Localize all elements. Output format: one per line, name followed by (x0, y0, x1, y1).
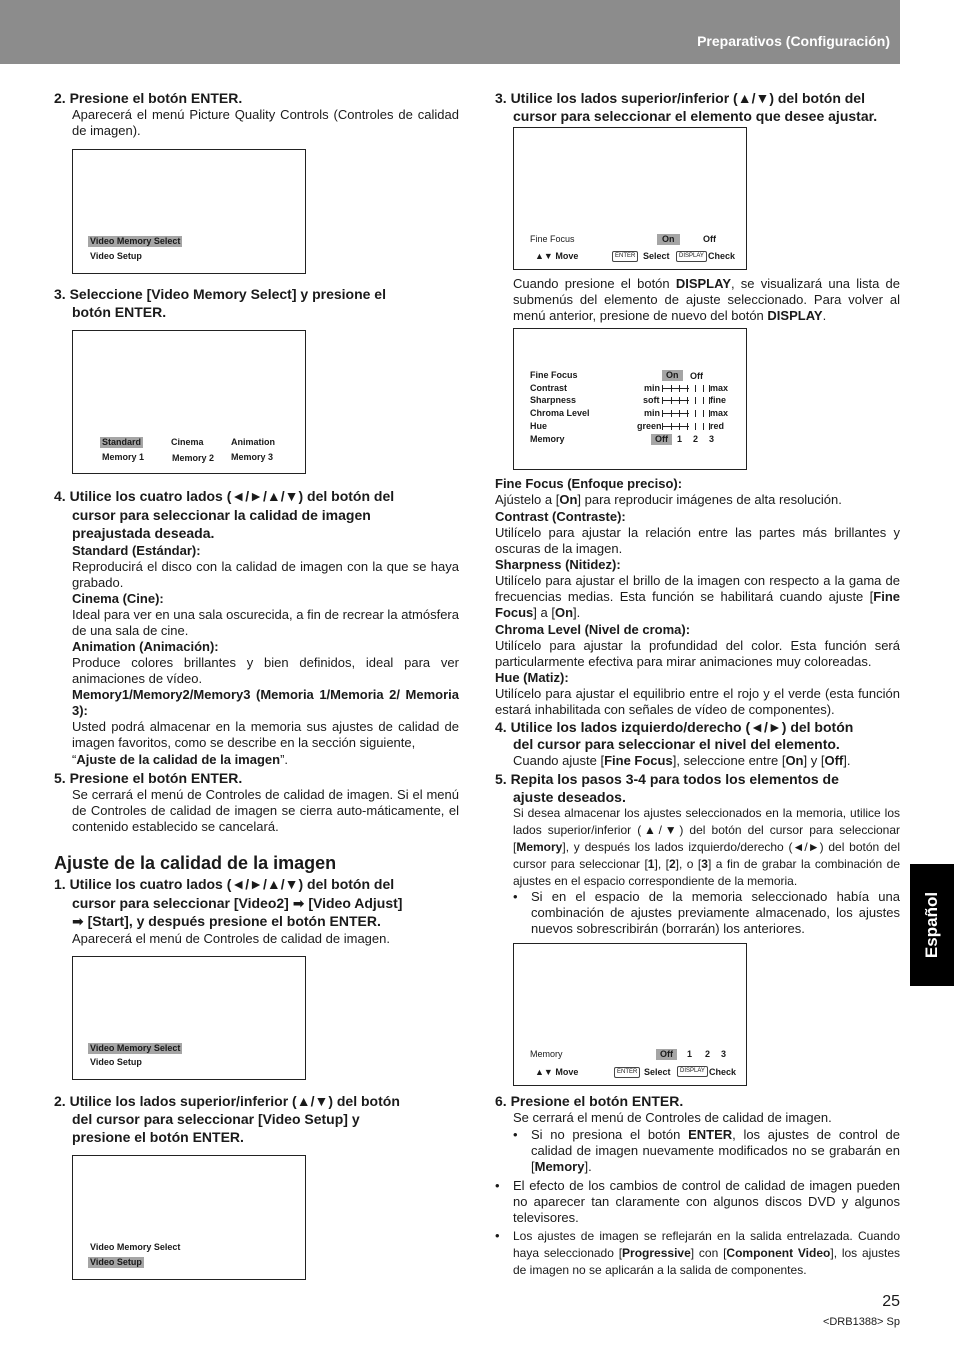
osd-chroma-max: max (710, 408, 729, 418)
sharpness-title: Sharpness (Nitidez): (495, 557, 621, 572)
sharpness-desc-ff: Fine Focus (495, 589, 900, 620)
up-down-arrows-icon: ▲▼ (535, 251, 553, 261)
note-2-2: ] con [ (690, 1246, 727, 1260)
r4-text-ff: Fine Focus (604, 753, 673, 768)
r5-heading-b: ajuste deseados. (513, 789, 626, 805)
note-2-progressive: Progressive (622, 1246, 691, 1260)
contrast-scale (662, 385, 710, 392)
r3-display-2: DISPLAY (767, 308, 823, 323)
r6-bullet-2: , los ajustes de control de calidad de imagen nuevamente modificados no se grabarán en [ (531, 1127, 900, 1174)
step-5-heading: 5. Presione el botón ENTER. (54, 770, 243, 786)
osd-screen-7 (513, 943, 747, 1086)
page-header (0, 0, 900, 64)
step-2-text: Aparecerá el menú Picture Quality Controls (Controles de calidad de imagen). (72, 107, 459, 138)
step-2-heading: 2. Presione el botón ENTER. (54, 90, 243, 106)
osd-screen-2 (72, 330, 306, 474)
note-2-component: Component Video (726, 1246, 831, 1260)
osd-hue-red: red (710, 421, 725, 431)
osd-memory: Memory (530, 1049, 563, 1059)
hue-desc: Utilícelo para ajustar el equilibrio entre el rojo y el verde (esta función estará inhabilitada con señales de vídeo de componentes). (495, 686, 900, 717)
up-down-arrows-icon: ▲▼ (535, 1067, 553, 1077)
osd-memory-3: 3 (709, 434, 715, 444)
note-1-text: El efecto de los cambios de control de calidad de imagen pueden no aparecer tan claramente con algunos discos DVD y algunos televisores. (513, 1178, 900, 1225)
osd-select-label: Select (644, 1067, 671, 1077)
osd-video-setup: Video Setup (90, 1057, 142, 1067)
osd-memory-1: Memory 1 (102, 452, 145, 462)
osd-ff-on: On (662, 370, 683, 381)
hue-title: Hue (Matiz): (495, 670, 569, 685)
osd-sharpness-fine: fine (710, 395, 727, 405)
r3-text-2: , se visualizará una lista de submenús del elemento de ajuste seleccionado. Para volver al menú anterior, presione de nuevo del botón (513, 276, 900, 323)
r6-bullet-memory: Memory (534, 1159, 585, 1174)
r3-display-1: DISPLAY (675, 276, 731, 291)
quote-close: ”. (280, 752, 289, 767)
step-4-heading-b: cursor para seleccionar la calidad de imagen (72, 507, 371, 523)
osd-sharpness-soft: soft (643, 395, 660, 405)
standard-title: Standard (Estándar): (72, 543, 201, 558)
r5-slot-3: 3 (701, 857, 708, 871)
osd-memory-3: 3 (721, 1049, 727, 1059)
enter-key-icon: ENTER (612, 251, 638, 262)
osd-screen-5 (513, 127, 747, 270)
osd-screen-3 (72, 956, 306, 1080)
osd-move-hint (535, 1067, 578, 1078)
standard-desc: Reproducirá el disco con la calidad de imagen con la que se haya grabado. (72, 559, 459, 590)
osd-chroma-level: Chroma Level (530, 408, 590, 418)
quote-open: “ (72, 752, 77, 767)
b2-heading-c: presione el botón ENTER. (72, 1129, 244, 1145)
ff-desc (495, 492, 900, 508)
chroma-scale (662, 410, 710, 417)
section-reference: Ajuste de la calidad de la imagen (76, 752, 281, 767)
b2-heading-b: del cursor para seleccionar [Video Setup] y (72, 1111, 360, 1127)
note-2-text (513, 1228, 900, 1279)
sharpness-desc-on: On (554, 605, 574, 620)
page-number: 25 (882, 1293, 900, 1310)
chroma-desc: Utilícelo para ajustar la profundidad del color. Esta función será particularmente efectiva para mirar animaciones muy coloreadas. (495, 638, 900, 669)
osd-chroma-min: min (644, 408, 661, 418)
r3-text-3: . (822, 308, 827, 323)
osd-video-memory-select: Video Memory Select (90, 236, 181, 246)
r3-heading-a: 3. Utilice los lados superior/inferior (▲/▼) del botón del (495, 90, 865, 106)
r5-memory: Memory (516, 840, 563, 854)
osd-memory-3: Memory 3 (231, 452, 274, 462)
r4-heading-a: 4. Utilice los lados izquierdo/derecho (◄/►) del botón (495, 719, 854, 735)
r6-heading: 6. Presione el botón ENTER. (495, 1093, 684, 1109)
animation-desc: Produce colores brillantes y bien definidos, ideal para ver animaciones de vídeo. (72, 655, 459, 686)
osd-on: On (657, 234, 680, 245)
r6-text: Se cerrará el menú de Controles de calidad de imagen. (513, 1110, 832, 1125)
r4-text-4: ]. (843, 753, 851, 768)
osd-off: Off (703, 234, 716, 244)
display-key-icon: DISPLAY (677, 1066, 708, 1077)
r6-bullet-enter: ENTER (688, 1127, 733, 1142)
r5-heading-a: 5. Repita los pasos 3-4 para todos los elementos de (495, 771, 839, 787)
osd-memory-1: 1 (687, 1049, 693, 1059)
osd-video-memory-select: Video Memory Select (90, 1242, 181, 1252)
osd-memory-2: Memory 2 (172, 453, 215, 463)
b1-text: Aparecerá el menú de Controles de calidad de imagen. (72, 931, 390, 946)
r6-bullet-icon: • (513, 1127, 518, 1142)
osd-animation: Animation (231, 437, 275, 447)
osd-fine-focus: Fine Focus (530, 370, 578, 380)
r3-text-1: Cuando presione el botón (513, 276, 676, 291)
osd-hue-green: green (637, 421, 662, 431)
r5-bullet-text: Si en el espacio de la memoria seleccionado había una combinación de ajustes previamente almacenado, los ajustes nuevos sobrescribirán (borrarán) los anteriores. (531, 889, 900, 936)
sharpness-scale (662, 397, 710, 404)
r4-text-1: Cuando ajuste [ (513, 753, 605, 768)
section-title: Ajuste de la calidad de la imagen (54, 853, 337, 873)
r6-bullet-3: ]. (584, 1159, 592, 1174)
b1-heading-a: 1. Utilice los cuatro lados (◄/►/▲/▼) del botón del (54, 876, 395, 892)
r5-slot-1: 1 (647, 857, 655, 871)
osd-screen-1 (72, 149, 306, 274)
r4-heading-b: del cursor para seleccionar el nivel del elemento. (513, 736, 840, 752)
osd-contrast: Contrast (530, 383, 568, 393)
r5-slot-2: 2 (668, 857, 676, 871)
r4-text-on: On (785, 753, 804, 768)
language-tab (910, 864, 954, 986)
note-2-3: ], los ajustes de imagen no se aplicarán a la salida de componentes. (513, 1246, 901, 1277)
r5-text-1: Si desea almacenar los ajustes seleccionados en la memoria, utilice los lados superior/inferior (▲/▼) del botón del cursor para seleccionar [ (513, 806, 900, 854)
ff-title: Fine Focus (Enfoque preciso): (495, 476, 683, 491)
step-3-heading-b: botón ENTER. (72, 304, 167, 320)
osd-ff-off: Off (690, 371, 703, 381)
enter-key-icon: ENTER (614, 1067, 640, 1078)
r5-text-2: ], y después los lados izquierdo/derecho (◄/►) del botón del cursor para seleccionar [ (513, 840, 900, 871)
cinema-title: Cinema (Cine): (72, 591, 164, 606)
memory-title: Memory1/Memory2/Memory3 (Memoria 1/Memoria 2/ Memoria 3): (72, 687, 459, 718)
sharpness-desc-3: ]. (573, 605, 581, 620)
r5-text-4: ], o [ (675, 857, 702, 871)
osd-memory-2: 2 (693, 434, 699, 444)
step-4-heading-a: 4. Utilice los cuatro lados (◄/►/▲/▼) del botón del (54, 488, 395, 504)
ff-desc-1: Ajústelo a [ (495, 492, 560, 507)
osd-move-hint (535, 251, 578, 262)
osd-contrast-min: min (644, 383, 661, 393)
osd-move-label: Move (555, 1067, 579, 1077)
step-4-heading-c: preajustada deseada. (72, 525, 215, 541)
document-code: <DRB1388> Sp (822, 1316, 900, 1328)
b1-heading-c: ➡ [Start], y después presione el botón ENTER. (72, 913, 381, 929)
osd-memory: Memory (530, 434, 565, 444)
r4-text-2: ], seleccione entre [ (672, 753, 786, 768)
osd-sharpness: Sharpness (530, 395, 577, 405)
r4-text-3: ] y [ (803, 753, 825, 768)
note-1-bullet-icon: • (495, 1178, 500, 1193)
osd-video-setup: Video Setup (90, 251, 142, 261)
osd-move-label: Move (555, 251, 579, 261)
ff-desc-on: On (559, 492, 578, 507)
hue-scale (662, 423, 710, 430)
osd-video-setup: Video Setup (90, 1257, 142, 1267)
contrast-desc: Utilícelo para ajustar la relación entre las partes más brillantes y oscuras de la imagen. (495, 525, 900, 556)
r4-text (513, 753, 900, 769)
osd-fine-focus: Fine Focus (530, 234, 575, 244)
sharpness-desc (495, 573, 900, 621)
osd-hue: Hue (530, 421, 548, 431)
sharpness-desc-1: Utilícelo para ajustar el brillo de la imagen con respecto a la gama de frecuencias medias. Esta función se habilitará cuando ajuste [ (495, 573, 900, 604)
animation-title: Animation (Animación): (72, 639, 219, 654)
r6-bullet-1: Si no presiona el botón (531, 1127, 689, 1142)
osd-check-label: Check (708, 251, 736, 261)
osd-memory-off: Off (656, 1049, 677, 1060)
osd-memory-2: 2 (705, 1049, 711, 1059)
step-5-text: Se cerrará el menú de Controles de calidad de imagen. Si el menú de Controles de calidad de imagen se cierra auto-máticamente, el contenido establecido se cancelará. (72, 787, 459, 834)
osd-select-label: Select (643, 251, 670, 261)
osd-screen-4 (72, 1155, 306, 1280)
ff-desc-2: ] para reproducir imágenes de alta resolución. (577, 492, 842, 507)
osd-memory-off: Off (651, 434, 672, 445)
r5-text-3: ], [ (654, 857, 669, 871)
step-3-heading-a: 3. Seleccione [Video Memory Select] y presione el (54, 286, 386, 302)
osd-check-label: Check (709, 1067, 737, 1077)
cinema-desc: Ideal para ver en una sala oscurecida, a fin de recrear la atmósfera de una sala de cine. (72, 607, 459, 638)
r3-heading-b: cursor para seleccionar el elemento que desee ajustar. (513, 108, 878, 124)
osd-cinema: Cinema (171, 437, 204, 447)
memory-desc-ref (72, 752, 459, 768)
note-2-bullet-icon: • (495, 1228, 500, 1243)
sharpness-desc-2: ] a [ (533, 605, 555, 620)
osd-video-memory-select: Video Memory Select (90, 1043, 181, 1053)
r5-bullet-icon: • (513, 889, 518, 904)
b2-heading-a: 2. Utilice los lados superior/inferior (▲/▼) del botón (54, 1093, 400, 1109)
r5-text-5: ] a fin de grabar la combinación de ajustes en el espacio correspondiente de la memoria. (513, 857, 901, 888)
display-key-icon: DISPLAY (676, 251, 707, 262)
language-tab-label: Español (922, 891, 941, 959)
osd-memory-1: 1 (677, 434, 683, 444)
r6-bullet-text (531, 1127, 900, 1175)
osd-standard: Standard (102, 437, 142, 447)
note-2-1: Los ajustes de imagen se reflejarán en la salida entrelazada. Cuando haya seleccionado [ (513, 1229, 900, 1260)
chroma-title: Chroma Level (Nivel de croma): (495, 622, 691, 637)
r4-text-off: Off (824, 753, 844, 768)
header-title: Preparativos (Configuración) (697, 33, 890, 49)
osd-screen-6 (513, 328, 747, 470)
memory-desc: Usted podrá almacenar en la memoria sus ajustes de calidad de imagen favoritos, como se describe en la sección siguiente, (72, 719, 459, 750)
osd-contrast-max: max (710, 383, 729, 393)
b1-heading-b: cursor para seleccionar [Video2] ➡ [Video Adjust] (72, 895, 403, 911)
r3-paragraph (513, 276, 900, 324)
contrast-title: Contrast (Contraste): (495, 509, 626, 524)
r5-paragraph (513, 805, 900, 890)
